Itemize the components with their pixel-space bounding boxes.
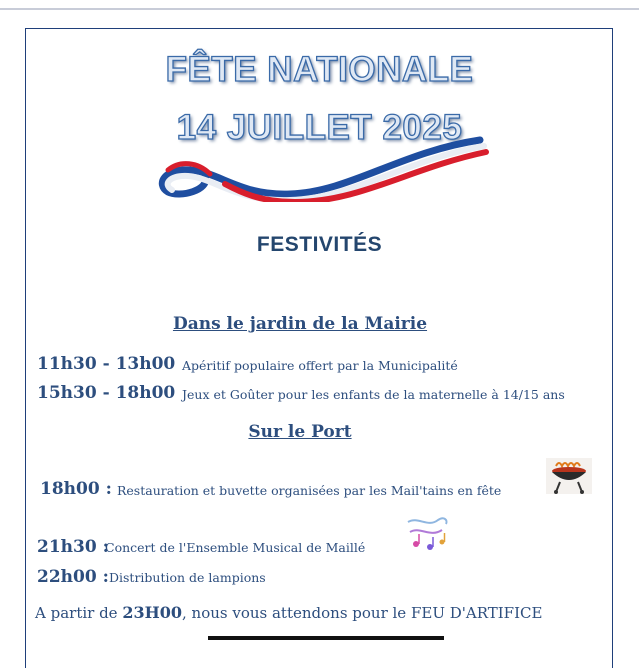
title-line-2: 14 JUILLET 2025 [176,108,463,147]
subtitle: FESTIVITÉS [256,233,383,256]
item-description: Concert de l'Ensemble Musical de Maillé [105,540,366,555]
bottom-bar [208,636,444,640]
flag-ribbon-icon [150,132,490,202]
item-time: 21h30 : [37,537,109,557]
fireworks-announcement [35,603,542,622]
program-item [37,383,565,403]
section-heading-mairie: Dans le jardin de la Mairie [172,314,428,334]
item-time: 18h00 : [40,479,112,499]
finale-time: 23H00 [122,603,182,622]
program-item [37,354,458,374]
section-heading-port: Sur le Port [248,422,352,442]
program-item [37,537,366,557]
barbecue-icon [546,458,592,494]
finale-prefix: A partir de [35,604,118,622]
item-time: 15h30 - 18h00 [37,383,176,403]
music-notes-icon [404,514,450,554]
item-description: Distribution de lampions [109,570,266,585]
item-time: 22h00 : [37,567,109,587]
item-time: 11h30 - 13h00 [37,354,176,374]
top-rule [0,8,639,10]
item-description: Restauration et buvette organisées par les Mail'tains en fête [117,483,502,498]
item-description: Jeux et Goûter pour les enfants de la maternelle à 14/15 ans [182,387,565,402]
title-line-1: FÊTE NATIONALE [165,50,474,89]
item-description: Apéritif populaire offert par la Municipalité [182,358,458,373]
program-item [37,567,266,587]
program-item [40,479,502,499]
finale-text: , nous vous attendons pour le FEU D'ARTIFICE [182,604,543,622]
